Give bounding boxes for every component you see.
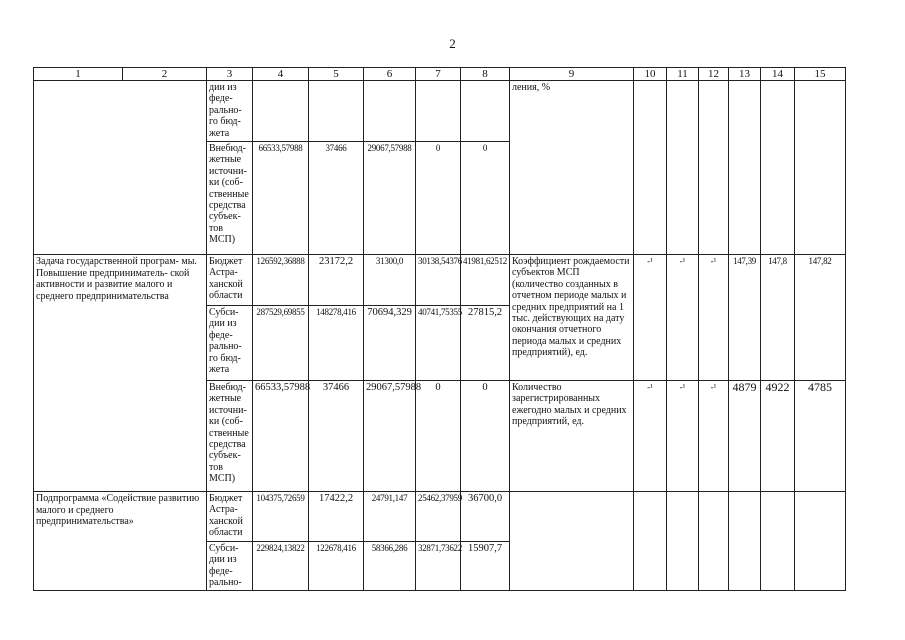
value-cell: -¹ bbox=[699, 381, 729, 492]
col-header: 15 bbox=[795, 68, 846, 81]
cell-empty bbox=[761, 81, 795, 255]
value-cell: 40741,75355 bbox=[416, 306, 461, 381]
program-table bbox=[33, 67, 846, 591]
cell-empty bbox=[729, 492, 761, 591]
table-row bbox=[34, 81, 846, 142]
value-cell: -¹ bbox=[667, 381, 699, 492]
col-header: 12 bbox=[699, 68, 729, 81]
value-cell: 17422,2 bbox=[309, 492, 364, 542]
funding-source: Бюджет Астра- ханской области bbox=[207, 492, 253, 542]
value-cell: 29067,57988 bbox=[364, 142, 416, 255]
value-cell: -¹ bbox=[667, 255, 699, 381]
value-cell: 4879 bbox=[729, 381, 761, 492]
cell-empty bbox=[667, 492, 699, 591]
value-cell: 229824,13822 bbox=[253, 542, 309, 591]
cell-empty bbox=[634, 492, 667, 591]
cell-empty bbox=[634, 81, 667, 255]
value-cell: 37466 bbox=[309, 381, 364, 492]
col-header: 10 bbox=[634, 68, 667, 81]
value-cell: 15907,7 bbox=[461, 542, 510, 591]
value-cell bbox=[461, 81, 510, 142]
indicator-cell: Количество зарегистрированных ежегодно малых и средних предприятий, ед. bbox=[510, 381, 634, 492]
col-header: 5 bbox=[309, 68, 364, 81]
table-row bbox=[34, 255, 846, 306]
value-cell: 29067,57988 bbox=[364, 381, 416, 492]
value-cell: 66533,57988 bbox=[253, 381, 309, 492]
value-cell: 4922 bbox=[761, 381, 795, 492]
value-cell: 287529,69855 bbox=[253, 306, 309, 381]
cell-empty bbox=[729, 81, 761, 255]
value-cell: 23172,2 bbox=[309, 255, 364, 306]
task-title: Задача государственной програм- мы. Повышение предприниматель- ской активности и развитие малого и среднего предпринимательства bbox=[34, 255, 207, 492]
funding-source: Субси- дии из феде- рально- bbox=[207, 542, 253, 591]
cell-empty bbox=[510, 492, 634, 591]
value-cell: 41981,62512 bbox=[461, 255, 510, 306]
value-cell: 32871,73622 bbox=[416, 542, 461, 591]
value-cell: 147,39 bbox=[729, 255, 761, 381]
value-cell: 4785 bbox=[795, 381, 846, 492]
funding-source: Бюджет Астра- ханской области bbox=[207, 255, 253, 306]
col-header: 4 bbox=[253, 68, 309, 81]
value-cell: 147,82 bbox=[795, 255, 846, 381]
funding-source: Субси- дии из феде- рально- го бюд- жета bbox=[207, 306, 253, 381]
value-cell: -¹ bbox=[634, 381, 667, 492]
value-cell: 37466 bbox=[309, 142, 364, 255]
value-cell: -¹ bbox=[699, 255, 729, 381]
col-header: 1 bbox=[34, 68, 123, 81]
value-cell bbox=[416, 81, 461, 142]
value-cell: 126592,36888 bbox=[253, 255, 309, 306]
value-cell bbox=[309, 81, 364, 142]
col-header: 2 bbox=[123, 68, 207, 81]
value-cell: 0 bbox=[416, 142, 461, 255]
funding-source: Внебюд- жетные источни- ки (соб- ственные средства субъек- тов МСП) bbox=[207, 381, 253, 492]
col-header: 14 bbox=[761, 68, 795, 81]
header-row bbox=[34, 68, 846, 81]
value-cell: 0 bbox=[461, 142, 510, 255]
cell-empty bbox=[795, 81, 846, 255]
cell-empty bbox=[34, 81, 207, 255]
col-header: 9 bbox=[510, 68, 634, 81]
value-cell: 27815,2 bbox=[461, 306, 510, 381]
cell-empty bbox=[699, 492, 729, 591]
value-cell: 104375,72659 bbox=[253, 492, 309, 542]
cell-empty bbox=[761, 492, 795, 591]
col-header: 13 bbox=[729, 68, 761, 81]
value-cell: 122678,416 bbox=[309, 542, 364, 591]
value-cell: 36700,0 bbox=[461, 492, 510, 542]
value-cell: 0 bbox=[461, 381, 510, 492]
value-cell: 58366,286 bbox=[364, 542, 416, 591]
col-header: 11 bbox=[667, 68, 699, 81]
col-header: 3 bbox=[207, 68, 253, 81]
indicator-cell: ления, % bbox=[510, 81, 634, 255]
value-cell bbox=[364, 81, 416, 142]
value-cell: 31300,0 bbox=[364, 255, 416, 306]
value-cell: 147,8 bbox=[761, 255, 795, 381]
value-cell: 70694,329 bbox=[364, 306, 416, 381]
value-cell: 0 bbox=[416, 381, 461, 492]
value-cell: -¹ bbox=[634, 255, 667, 381]
value-cell: 148278,416 bbox=[309, 306, 364, 381]
value-cell: 25462,37959 bbox=[416, 492, 461, 542]
subprogram-title: Подпрограмма «Содействие развитию малого и среднего предпринимательства» bbox=[34, 492, 207, 591]
value-cell: 30138,54376 bbox=[416, 255, 461, 306]
value-cell: 66533,57988 bbox=[253, 142, 309, 255]
funding-source: Внебюд- жетные источни- ки (соб- ственные средства субъек- тов МСП) bbox=[207, 142, 253, 255]
col-header: 7 bbox=[416, 68, 461, 81]
value-cell: 24791,147 bbox=[364, 492, 416, 542]
table-row bbox=[34, 492, 846, 542]
value-cell bbox=[253, 81, 309, 142]
page-number: 2 bbox=[449, 36, 456, 51]
cell-empty bbox=[699, 81, 729, 255]
cell-empty bbox=[667, 81, 699, 255]
funding-source: дии из феде- рально- го бюд- жета bbox=[207, 81, 253, 142]
cell-empty bbox=[795, 492, 846, 591]
indicator-cell: Коэффициент рождаемости субъектов МСП (количество созданных в отчетном периоде малых и средних предприятий на 1 тыс. действующих на дату окончания отчетного периода малых и средних предприятий), ед. bbox=[510, 255, 634, 381]
col-header: 8 bbox=[461, 68, 510, 81]
col-header: 6 bbox=[364, 68, 416, 81]
